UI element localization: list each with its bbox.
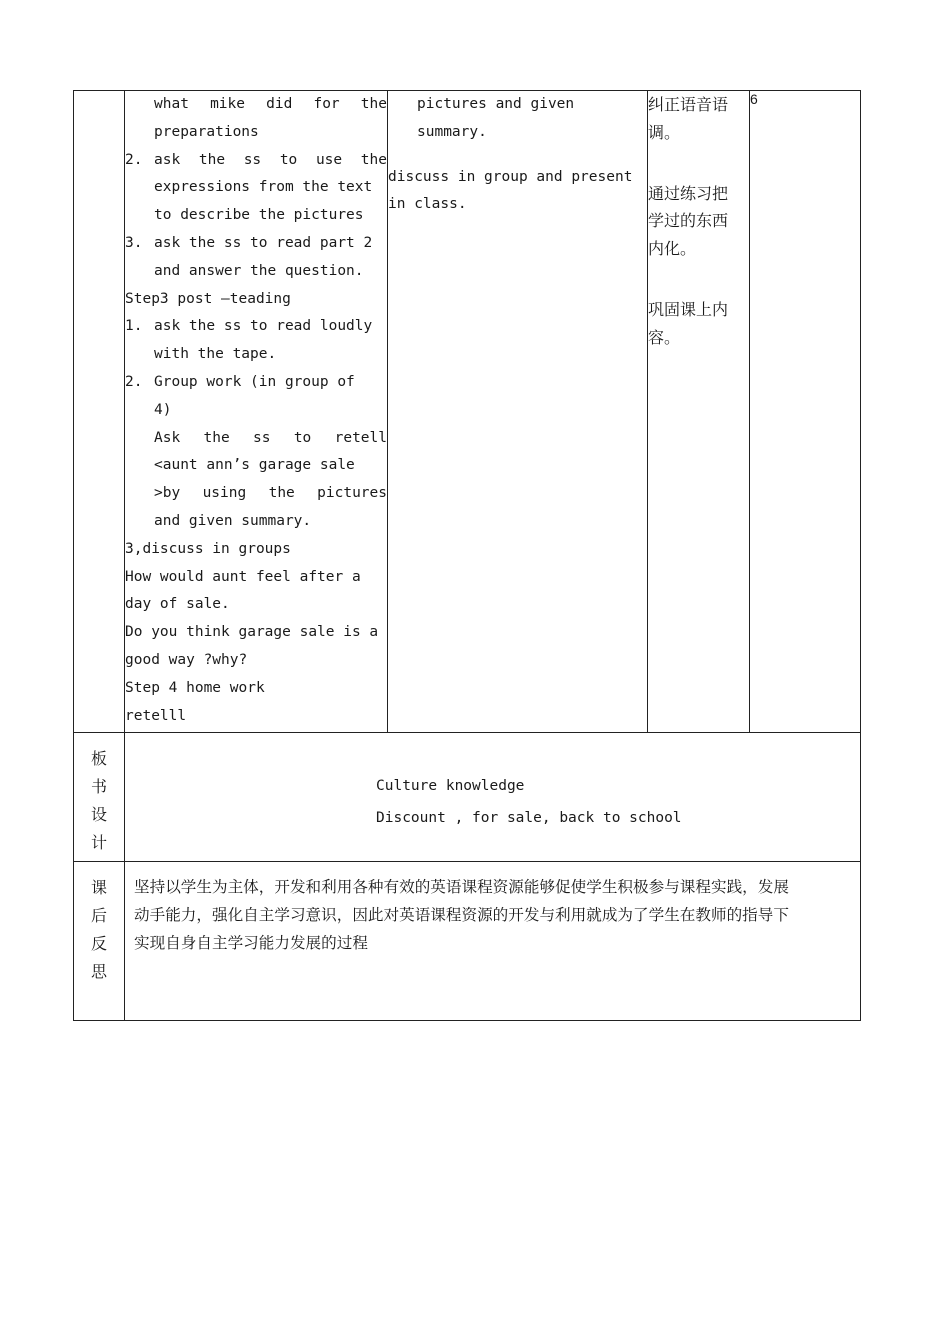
text-line (125, 369, 387, 397)
text-line: 3,discuss in groups (125, 540, 291, 557)
reflection-line: 坚持以学生为主体，开发和利用各种有效的英语课程资源能够促使学生积极参与课程实践，发展 (134, 878, 789, 896)
text-line: 巩固课上内 (648, 299, 729, 319)
text-line: 内化。 (648, 239, 697, 259)
spacer (388, 147, 647, 164)
text-line: How would aunt feel after a (125, 568, 361, 585)
text-line: preparations (154, 123, 259, 140)
board-design-row (74, 733, 861, 862)
text-line: >by using the pictures (154, 485, 387, 502)
board-line: Culture knowledge (376, 778, 525, 794)
text-line: and answer the question. (154, 262, 364, 279)
text-line: <aunt ann’s garage sale (154, 457, 355, 474)
reflection-line: 实现自身自主学习能力发展的过程 (134, 933, 368, 952)
student-activity-cell (388, 91, 648, 733)
label-char: 设 (90, 805, 107, 824)
text-line: discuss in group and present (388, 168, 633, 185)
label-char: 后 (90, 906, 107, 925)
text-line: day of sale. (125, 596, 230, 613)
reflection-label (74, 862, 125, 1021)
board-line: Discount , for sale, back to school (376, 810, 682, 826)
text-line: 调。 (648, 122, 681, 142)
text-line: what mike did for the (154, 96, 387, 112)
teacher-activity-cell (125, 91, 388, 733)
label-char: 板 (90, 749, 107, 768)
label-char: 课 (90, 878, 107, 897)
label-char: 书 (90, 777, 107, 796)
label-char: 思 (90, 962, 107, 981)
text-line: in class. (388, 196, 467, 213)
text-line: Ask the ss to retell (154, 429, 387, 446)
spacer (648, 263, 749, 296)
spacer (648, 147, 749, 180)
list-text: ask the ss to read part 2 (154, 234, 373, 251)
step-heading: Step3 post –teading (125, 290, 291, 307)
label-char: 计 (90, 833, 107, 852)
list-number: 1. (125, 318, 143, 335)
time-cell (750, 91, 861, 733)
board-design-content (125, 733, 861, 862)
list-text: Group work (in group of (154, 373, 355, 390)
text-line: 学过的东西 (648, 211, 729, 231)
text-line (125, 230, 387, 258)
text-line: to describe the pictures (154, 207, 364, 224)
lesson-plan-table (73, 90, 861, 1021)
text-line: Do you think garage sale is a (125, 624, 379, 641)
list-text: ask the ss to use the (154, 151, 387, 168)
text-line: pictures and given (417, 96, 575, 112)
text-line (125, 313, 387, 341)
text-line: retelll (125, 707, 187, 724)
text-line: good way ?why? (125, 651, 248, 668)
label-char: 反 (90, 934, 107, 953)
list-number: 2. (125, 373, 143, 390)
text-line: 通过练习把 (648, 183, 729, 203)
text-line: 纠正语音语 (648, 95, 729, 114)
purpose-cell (648, 91, 750, 733)
list-number: 2. (125, 151, 143, 168)
board-design-label (74, 733, 125, 862)
text-line: with the tape. (154, 346, 277, 363)
text-line: and given summary. (154, 512, 312, 529)
text-line (125, 147, 387, 175)
reflection-row (74, 862, 861, 1021)
reflection-content (125, 862, 861, 1021)
time-value: 6 (750, 91, 758, 107)
step-heading: Step 4 home work (125, 679, 265, 696)
procedure-row (74, 91, 861, 733)
text-line: 4) (154, 401, 172, 418)
list-text: ask the ss to read loudly (154, 318, 373, 335)
text-line: summary. (417, 123, 487, 140)
reflection-line: 动手能力，强化自主学习意识，因此对英语课程资源的开发与利用就成为了学生在教师的指导下 (134, 905, 789, 924)
text-line: expressions from the text (154, 179, 373, 196)
empty-label-cell (74, 91, 125, 733)
list-number: 3. (125, 234, 143, 251)
text-line: 容。 (648, 327, 681, 347)
